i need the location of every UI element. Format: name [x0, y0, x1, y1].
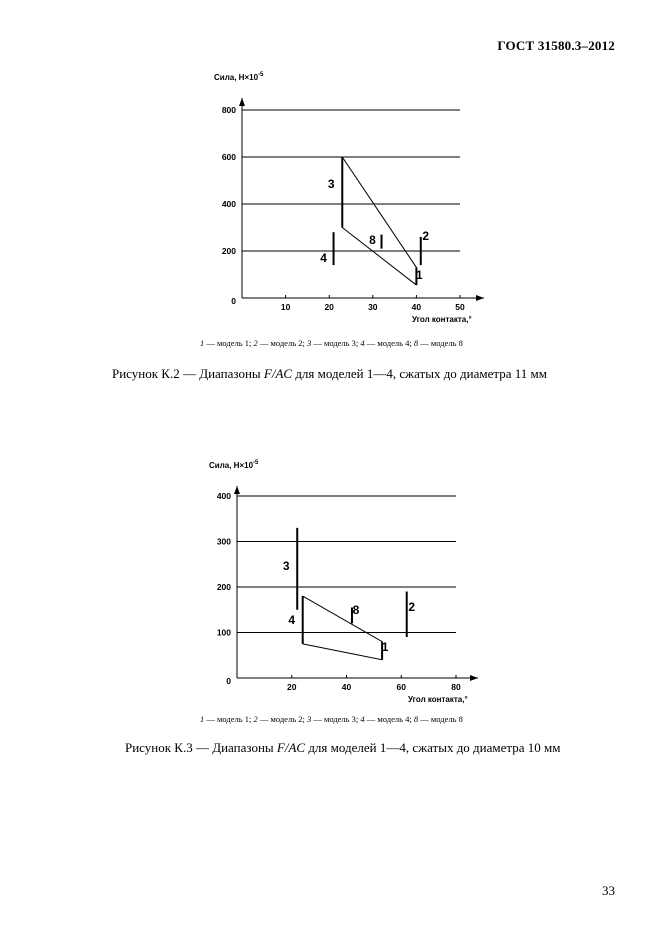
y-tick-label: 100: [216, 627, 231, 638]
x-tick-label: 20: [324, 302, 334, 312]
range-label-model-4: 4: [320, 251, 327, 265]
y-axis-label: Сила, $Н\times 10^{-5}$: [214, 72, 264, 82]
range-lower-edge: [303, 644, 382, 660]
standard-header: ГОСТ 31580.3–2012: [497, 38, 615, 53]
legend-num-2: 2: [253, 714, 258, 724]
legend-num-4: 4: [360, 338, 365, 348]
x-axis-label: Угол контакта,°: [412, 315, 472, 324]
y-axis-arrow: [234, 486, 240, 494]
caption-italic: F/AC: [263, 366, 293, 381]
x-axis-arrow: [470, 675, 478, 681]
x-tick-label: 20: [287, 682, 297, 692]
x-tick-label: 60: [396, 682, 406, 692]
legend-num-5: 8: [413, 714, 419, 724]
legend-text-5: — модель 8: [418, 338, 463, 348]
y-axis-label: Сила, $Н\times 10^{-5}$: [209, 460, 259, 470]
range-label-model-4: 4: [288, 613, 296, 627]
y-tick-label: 400: [216, 491, 231, 501]
range-label-model-8: 8: [352, 603, 360, 617]
legend-figure-k3: [200, 714, 463, 724]
range-label-model-3: 3: [327, 177, 335, 191]
legend-text-4: — модель 4;: [364, 338, 414, 348]
y-axis-label-exponent: -5: [253, 460, 259, 466]
range-label-model-1: 1: [381, 640, 389, 654]
caption-prefix: Рисунок К.2 — Диапазоны: [112, 366, 264, 381]
y-tick-label: 400: [221, 199, 236, 209]
caption-italic: F/AC: [276, 740, 306, 755]
caption-suffix: для моделей 1—4, сжатых до диаметра 11 мм: [292, 366, 547, 381]
range-label-model-2: 2: [422, 229, 430, 243]
legend-num-3: 3: [306, 338, 312, 348]
legend-text-4: — модель 4;: [364, 714, 414, 724]
legend-num-2: 2: [253, 338, 258, 348]
y-tick-label: 200: [216, 582, 231, 592]
range-label-model-1: 1: [416, 268, 423, 282]
y-tick-label: 0: [226, 676, 231, 686]
legend-text-2: — модель 2;: [257, 714, 307, 724]
legend-num-4: 4: [360, 714, 365, 724]
range-label-model-8: 8: [369, 233, 376, 247]
x-tick-label: 30: [368, 302, 378, 312]
y-tick-label: 0: [231, 296, 236, 306]
legend-num-1: 1: [200, 338, 205, 348]
caption-figure-k3: [125, 740, 560, 756]
range-upper-edge: [303, 596, 382, 642]
y-tick-label: 800: [221, 105, 236, 115]
legend-num-5: 8: [413, 338, 419, 348]
legend-text-2: — модель 2;: [257, 338, 307, 348]
legend-text-1: — модель 1;: [204, 714, 254, 724]
legend-num-1: 1: [200, 714, 205, 724]
y-axis-label-exponent: -5: [258, 72, 264, 78]
x-axis-label: Угол контакта,°: [408, 695, 468, 704]
x-tick-label: 40: [411, 302, 422, 312]
x-tick-label: 80: [451, 682, 461, 692]
legend-text-3: — модель 3;: [311, 338, 361, 348]
x-tick-label: 40: [341, 682, 352, 692]
y-tick-label: 200: [221, 246, 236, 256]
legend-num-3: 3: [306, 714, 312, 724]
caption-prefix: Рисунок К.3 — Диапазоны: [125, 740, 277, 755]
range-label-model-3: 3: [282, 559, 290, 573]
page-number: 33: [602, 883, 615, 898]
y-tick-label: 600: [221, 152, 236, 162]
x-tick-label: 50: [455, 302, 465, 312]
x-tick-label: 10: [280, 302, 291, 312]
legend-text-3: — модель 3;: [311, 714, 361, 724]
legend-text-1: — модель 1;: [204, 338, 254, 348]
range-label-model-2: 2: [408, 600, 416, 614]
caption-suffix: для моделей 1—4, сжатых до диаметра 10 мм: [305, 740, 561, 755]
legend-text-5: — модель 8: [418, 714, 463, 724]
y-tick-label: 300: [216, 536, 231, 547]
